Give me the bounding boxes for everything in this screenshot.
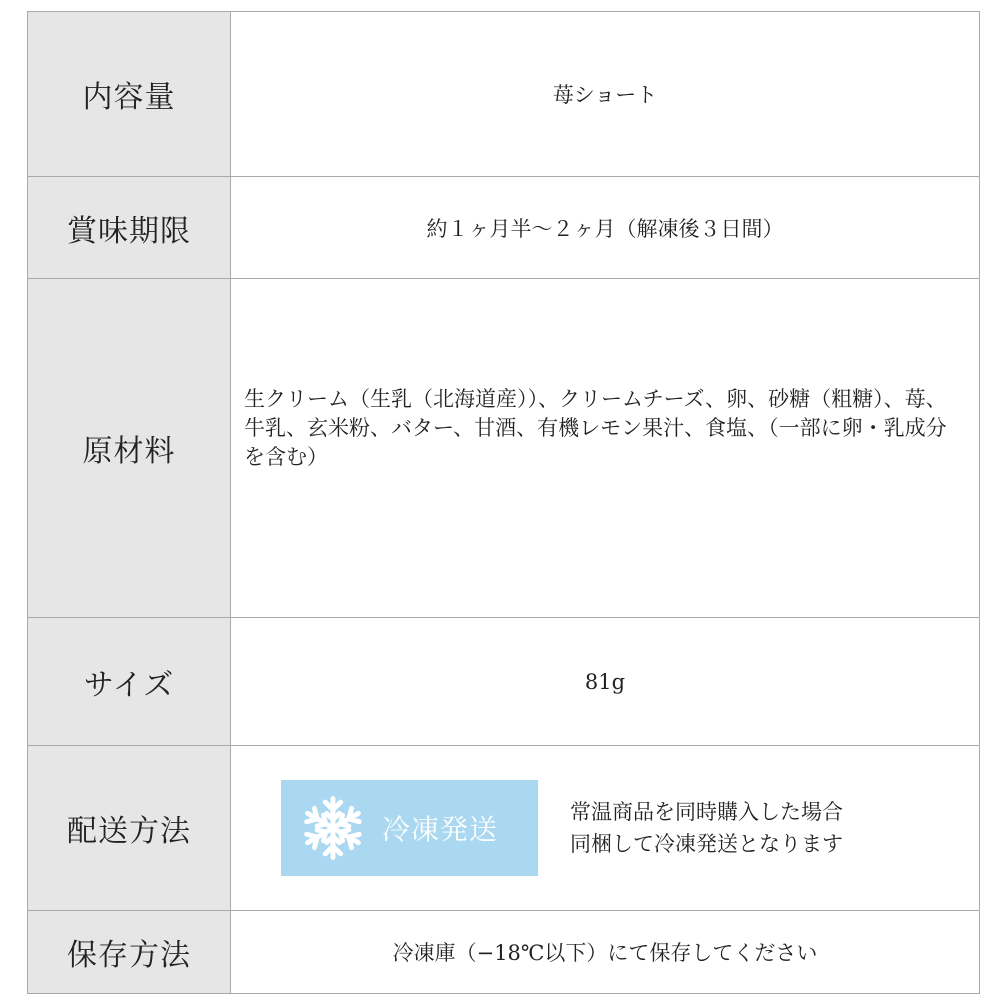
row-shipping [28, 746, 980, 911]
shipping-content [231, 780, 979, 876]
row-best-before [28, 177, 980, 279]
label-shipping: 配送方法 [28, 746, 231, 911]
label-ingredients: 原材料 [28, 279, 231, 618]
product-spec-table [27, 11, 980, 994]
label-storage: 保存方法 [28, 911, 231, 994]
value-ingredients-cell [231, 279, 980, 618]
shipping-note-line-2: 同梱して冷凍発送となります [570, 832, 843, 856]
row-storage [28, 911, 980, 994]
value-size: 81g [231, 618, 980, 746]
value-storage: 冷凍庫（−18℃以下）にて保存してください [231, 911, 980, 994]
value-best-before: 約１ヶ月半〜２ヶ月（解凍後３日間） [231, 177, 980, 279]
value-ingredients: 生クリーム（生乳（北海道産））、クリームチーズ、卵、砂糖（粗糖）、苺、牛乳、玄米粉、バター、甘酒、有機レモン果汁、食塩、（一部に卵・乳成分を含む） [244, 386, 947, 469]
frozen-badge-label: 冷凍発送 [382, 813, 499, 846]
frozen-shipping-badge [281, 780, 538, 876]
label-content: 内容量 [28, 12, 231, 177]
row-content [28, 12, 980, 177]
shipping-note [570, 796, 843, 860]
row-ingredients [28, 279, 980, 618]
value-shipping [231, 746, 980, 911]
shipping-note-line-1: 常温商品を同時購入した場合 [570, 800, 843, 824]
label-size: サイズ [28, 618, 231, 746]
label-best-before: 賞味期限 [28, 177, 231, 279]
snowflake-icon [298, 793, 368, 863]
row-size [28, 618, 980, 746]
value-content: 苺ショート [231, 12, 980, 177]
